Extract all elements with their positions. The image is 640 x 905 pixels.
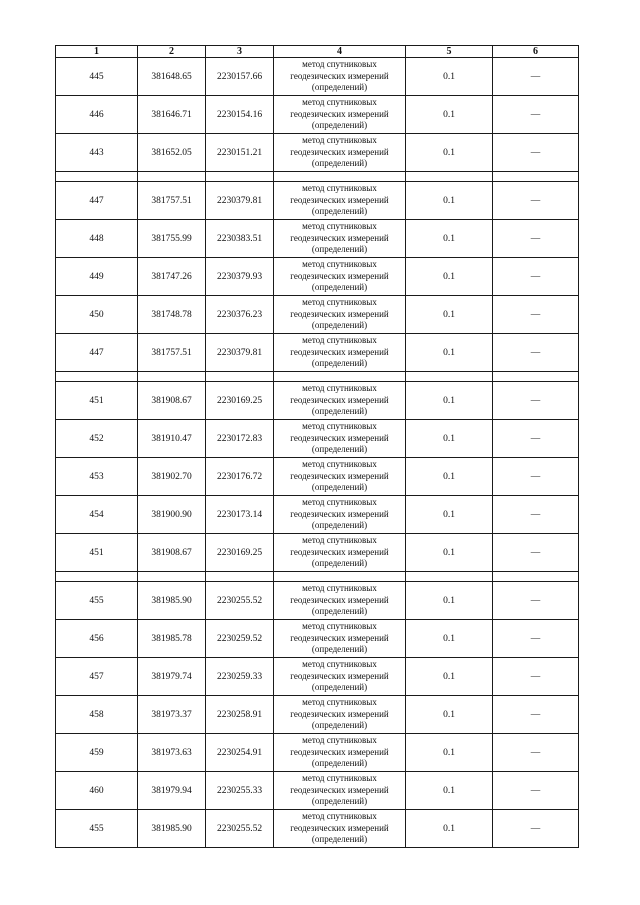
header-cell-6: 6 [493, 46, 579, 58]
point-number-cell: 458 [56, 696, 138, 734]
accuracy-cell: 0.1 [406, 496, 493, 534]
empty-cell [493, 172, 579, 182]
x-coordinate-cell: 381755.99 [138, 220, 206, 258]
y-coordinate-cell: 2230154.16 [206, 96, 274, 134]
x-coordinate-cell: 381908.67 [138, 382, 206, 420]
point-number-cell: 447 [56, 334, 138, 372]
table-row [56, 696, 579, 734]
method-cell: метод спутниковых геодезических измерений (определений) [274, 696, 406, 734]
note-cell: — [493, 382, 579, 420]
empty-cell [56, 372, 138, 382]
y-coordinate-cell: 2230258.91 [206, 696, 274, 734]
accuracy-cell: 0.1 [406, 772, 493, 810]
accuracy-cell: 0.1 [406, 182, 493, 220]
y-coordinate-cell: 2230255.52 [206, 810, 274, 848]
method-cell: метод спутниковых геодезических измерений (определений) [274, 420, 406, 458]
empty-cell [493, 572, 579, 582]
y-coordinate-cell: 2230151.21 [206, 134, 274, 172]
note-cell: — [493, 734, 579, 772]
point-number-cell: 456 [56, 620, 138, 658]
x-coordinate-cell: 381985.90 [138, 810, 206, 848]
note-cell: — [493, 772, 579, 810]
point-number-cell: 454 [56, 496, 138, 534]
empty-cell [274, 572, 406, 582]
table-row [56, 810, 579, 848]
accuracy-cell: 0.1 [406, 734, 493, 772]
note-cell: — [493, 96, 579, 134]
point-number-cell: 453 [56, 458, 138, 496]
x-coordinate-cell: 381910.47 [138, 420, 206, 458]
point-number-cell: 451 [56, 382, 138, 420]
table-row [56, 258, 579, 296]
note-cell: — [493, 420, 579, 458]
header-cell-1: 1 [56, 46, 138, 58]
method-cell: метод спутниковых геодезических измерений (определений) [274, 582, 406, 620]
empty-cell [206, 572, 274, 582]
x-coordinate-cell: 381757.51 [138, 182, 206, 220]
empty-cell [206, 172, 274, 182]
y-coordinate-cell: 2230259.33 [206, 658, 274, 696]
method-cell: метод спутниковых геодезических измерений (определений) [274, 810, 406, 848]
empty-cell [406, 172, 493, 182]
empty-cell [56, 572, 138, 582]
table-row [56, 534, 579, 572]
header-cell-2: 2 [138, 46, 206, 58]
y-coordinate-cell: 2230376.23 [206, 296, 274, 334]
y-coordinate-cell: 2230255.52 [206, 582, 274, 620]
accuracy-cell: 0.1 [406, 810, 493, 848]
empty-cell [406, 572, 493, 582]
header-cell-4: 4 [274, 46, 406, 58]
point-number-cell: 445 [56, 58, 138, 96]
x-coordinate-cell: 381747.26 [138, 258, 206, 296]
note-cell: — [493, 582, 579, 620]
point-number-cell: 448 [56, 220, 138, 258]
accuracy-cell: 0.1 [406, 382, 493, 420]
accuracy-cell: 0.1 [406, 696, 493, 734]
separator-row [56, 372, 579, 382]
x-coordinate-cell: 381979.94 [138, 772, 206, 810]
x-coordinate-cell: 381985.90 [138, 582, 206, 620]
empty-cell [138, 572, 206, 582]
table-row [56, 334, 579, 372]
accuracy-cell: 0.1 [406, 258, 493, 296]
table-row [56, 296, 579, 334]
method-cell: метод спутниковых геодезических измерений (определений) [274, 382, 406, 420]
point-number-cell: 451 [56, 534, 138, 572]
point-number-cell: 457 [56, 658, 138, 696]
method-cell: метод спутниковых геодезических измерений (определений) [274, 96, 406, 134]
note-cell: — [493, 258, 579, 296]
method-cell: метод спутниковых геодезических измерений (определений) [274, 534, 406, 572]
table-row [56, 58, 579, 96]
note-cell: — [493, 182, 579, 220]
table-row [56, 496, 579, 534]
note-cell: — [493, 810, 579, 848]
y-coordinate-cell: 2230169.25 [206, 534, 274, 572]
table-row [56, 382, 579, 420]
note-cell: — [493, 58, 579, 96]
note-cell: — [493, 134, 579, 172]
point-number-cell: 450 [56, 296, 138, 334]
empty-cell [406, 372, 493, 382]
note-cell: — [493, 658, 579, 696]
point-number-cell: 452 [56, 420, 138, 458]
accuracy-cell: 0.1 [406, 658, 493, 696]
method-cell: метод спутниковых геодезических измерений (определений) [274, 134, 406, 172]
y-coordinate-cell: 2230255.33 [206, 772, 274, 810]
accuracy-cell: 0.1 [406, 58, 493, 96]
x-coordinate-cell: 381973.63 [138, 734, 206, 772]
method-cell: метод спутниковых геодезических измерений (определений) [274, 220, 406, 258]
note-cell: — [493, 458, 579, 496]
y-coordinate-cell: 2230176.72 [206, 458, 274, 496]
y-coordinate-cell: 2230254.91 [206, 734, 274, 772]
x-coordinate-cell: 381979.74 [138, 658, 206, 696]
table-row [56, 182, 579, 220]
note-cell: — [493, 534, 579, 572]
y-coordinate-cell: 2230172.83 [206, 420, 274, 458]
note-cell: — [493, 334, 579, 372]
accuracy-cell: 0.1 [406, 296, 493, 334]
point-number-cell: 447 [56, 182, 138, 220]
y-coordinate-cell: 2230379.81 [206, 182, 274, 220]
table-row [56, 582, 579, 620]
point-number-cell: 443 [56, 134, 138, 172]
method-cell: метод спутниковых геодезических измерений (определений) [274, 258, 406, 296]
empty-cell [493, 372, 579, 382]
point-number-cell: 449 [56, 258, 138, 296]
x-coordinate-cell: 381973.37 [138, 696, 206, 734]
accuracy-cell: 0.1 [406, 582, 493, 620]
method-cell: метод спутниковых геодезических измерений (определений) [274, 334, 406, 372]
point-number-cell: 446 [56, 96, 138, 134]
x-coordinate-cell: 381908.67 [138, 534, 206, 572]
accuracy-cell: 0.1 [406, 420, 493, 458]
header-row [56, 46, 579, 58]
x-coordinate-cell: 381646.71 [138, 96, 206, 134]
table-row [56, 458, 579, 496]
x-coordinate-cell: 381652.05 [138, 134, 206, 172]
y-coordinate-cell: 2230383.51 [206, 220, 274, 258]
table-body [56, 58, 579, 848]
y-coordinate-cell: 2230173.14 [206, 496, 274, 534]
point-number-cell: 455 [56, 582, 138, 620]
table-row [56, 734, 579, 772]
point-number-cell: 455 [56, 810, 138, 848]
note-cell: — [493, 220, 579, 258]
note-cell: — [493, 496, 579, 534]
empty-cell [138, 172, 206, 182]
y-coordinate-cell: 2230259.52 [206, 620, 274, 658]
point-number-cell: 459 [56, 734, 138, 772]
x-coordinate-cell: 381900.90 [138, 496, 206, 534]
method-cell: метод спутниковых геодезических измерений (определений) [274, 658, 406, 696]
empty-cell [274, 372, 406, 382]
method-cell: метод спутниковых геодезических измерений (определений) [274, 496, 406, 534]
accuracy-cell: 0.1 [406, 534, 493, 572]
empty-cell [274, 172, 406, 182]
y-coordinate-cell: 2230379.93 [206, 258, 274, 296]
x-coordinate-cell: 381757.51 [138, 334, 206, 372]
x-coordinate-cell: 381748.78 [138, 296, 206, 334]
table-row [56, 658, 579, 696]
y-coordinate-cell: 2230169.25 [206, 382, 274, 420]
method-cell: метод спутниковых геодезических измерений (определений) [274, 182, 406, 220]
header-cell-5: 5 [406, 46, 493, 58]
separator-row [56, 172, 579, 182]
table-row [56, 772, 579, 810]
point-number-cell: 460 [56, 772, 138, 810]
method-cell: метод спутниковых геодезических измерений (определений) [274, 458, 406, 496]
accuracy-cell: 0.1 [406, 458, 493, 496]
accuracy-cell: 0.1 [406, 134, 493, 172]
empty-cell [56, 172, 138, 182]
x-coordinate-cell: 381902.70 [138, 458, 206, 496]
table-row [56, 220, 579, 258]
table-row [56, 96, 579, 134]
method-cell: метод спутниковых геодезических измерений (определений) [274, 58, 406, 96]
method-cell: метод спутниковых геодезических измерений (определений) [274, 296, 406, 334]
coordinates-table [55, 45, 579, 848]
note-cell: — [493, 620, 579, 658]
accuracy-cell: 0.1 [406, 620, 493, 658]
accuracy-cell: 0.1 [406, 334, 493, 372]
accuracy-cell: 0.1 [406, 220, 493, 258]
table-row [56, 620, 579, 658]
method-cell: метод спутниковых геодезических измерений (определений) [274, 620, 406, 658]
method-cell: метод спутниковых геодезических измерений (определений) [274, 734, 406, 772]
x-coordinate-cell: 381985.78 [138, 620, 206, 658]
separator-row [56, 572, 579, 582]
table-row [56, 420, 579, 458]
x-coordinate-cell: 381648.65 [138, 58, 206, 96]
note-cell: — [493, 296, 579, 334]
empty-cell [206, 372, 274, 382]
header-cell-3: 3 [206, 46, 274, 58]
accuracy-cell: 0.1 [406, 96, 493, 134]
method-cell: метод спутниковых геодезических измерений (определений) [274, 772, 406, 810]
note-cell: — [493, 696, 579, 734]
table-row [56, 134, 579, 172]
empty-cell [138, 372, 206, 382]
y-coordinate-cell: 2230157.66 [206, 58, 274, 96]
y-coordinate-cell: 2230379.81 [206, 334, 274, 372]
